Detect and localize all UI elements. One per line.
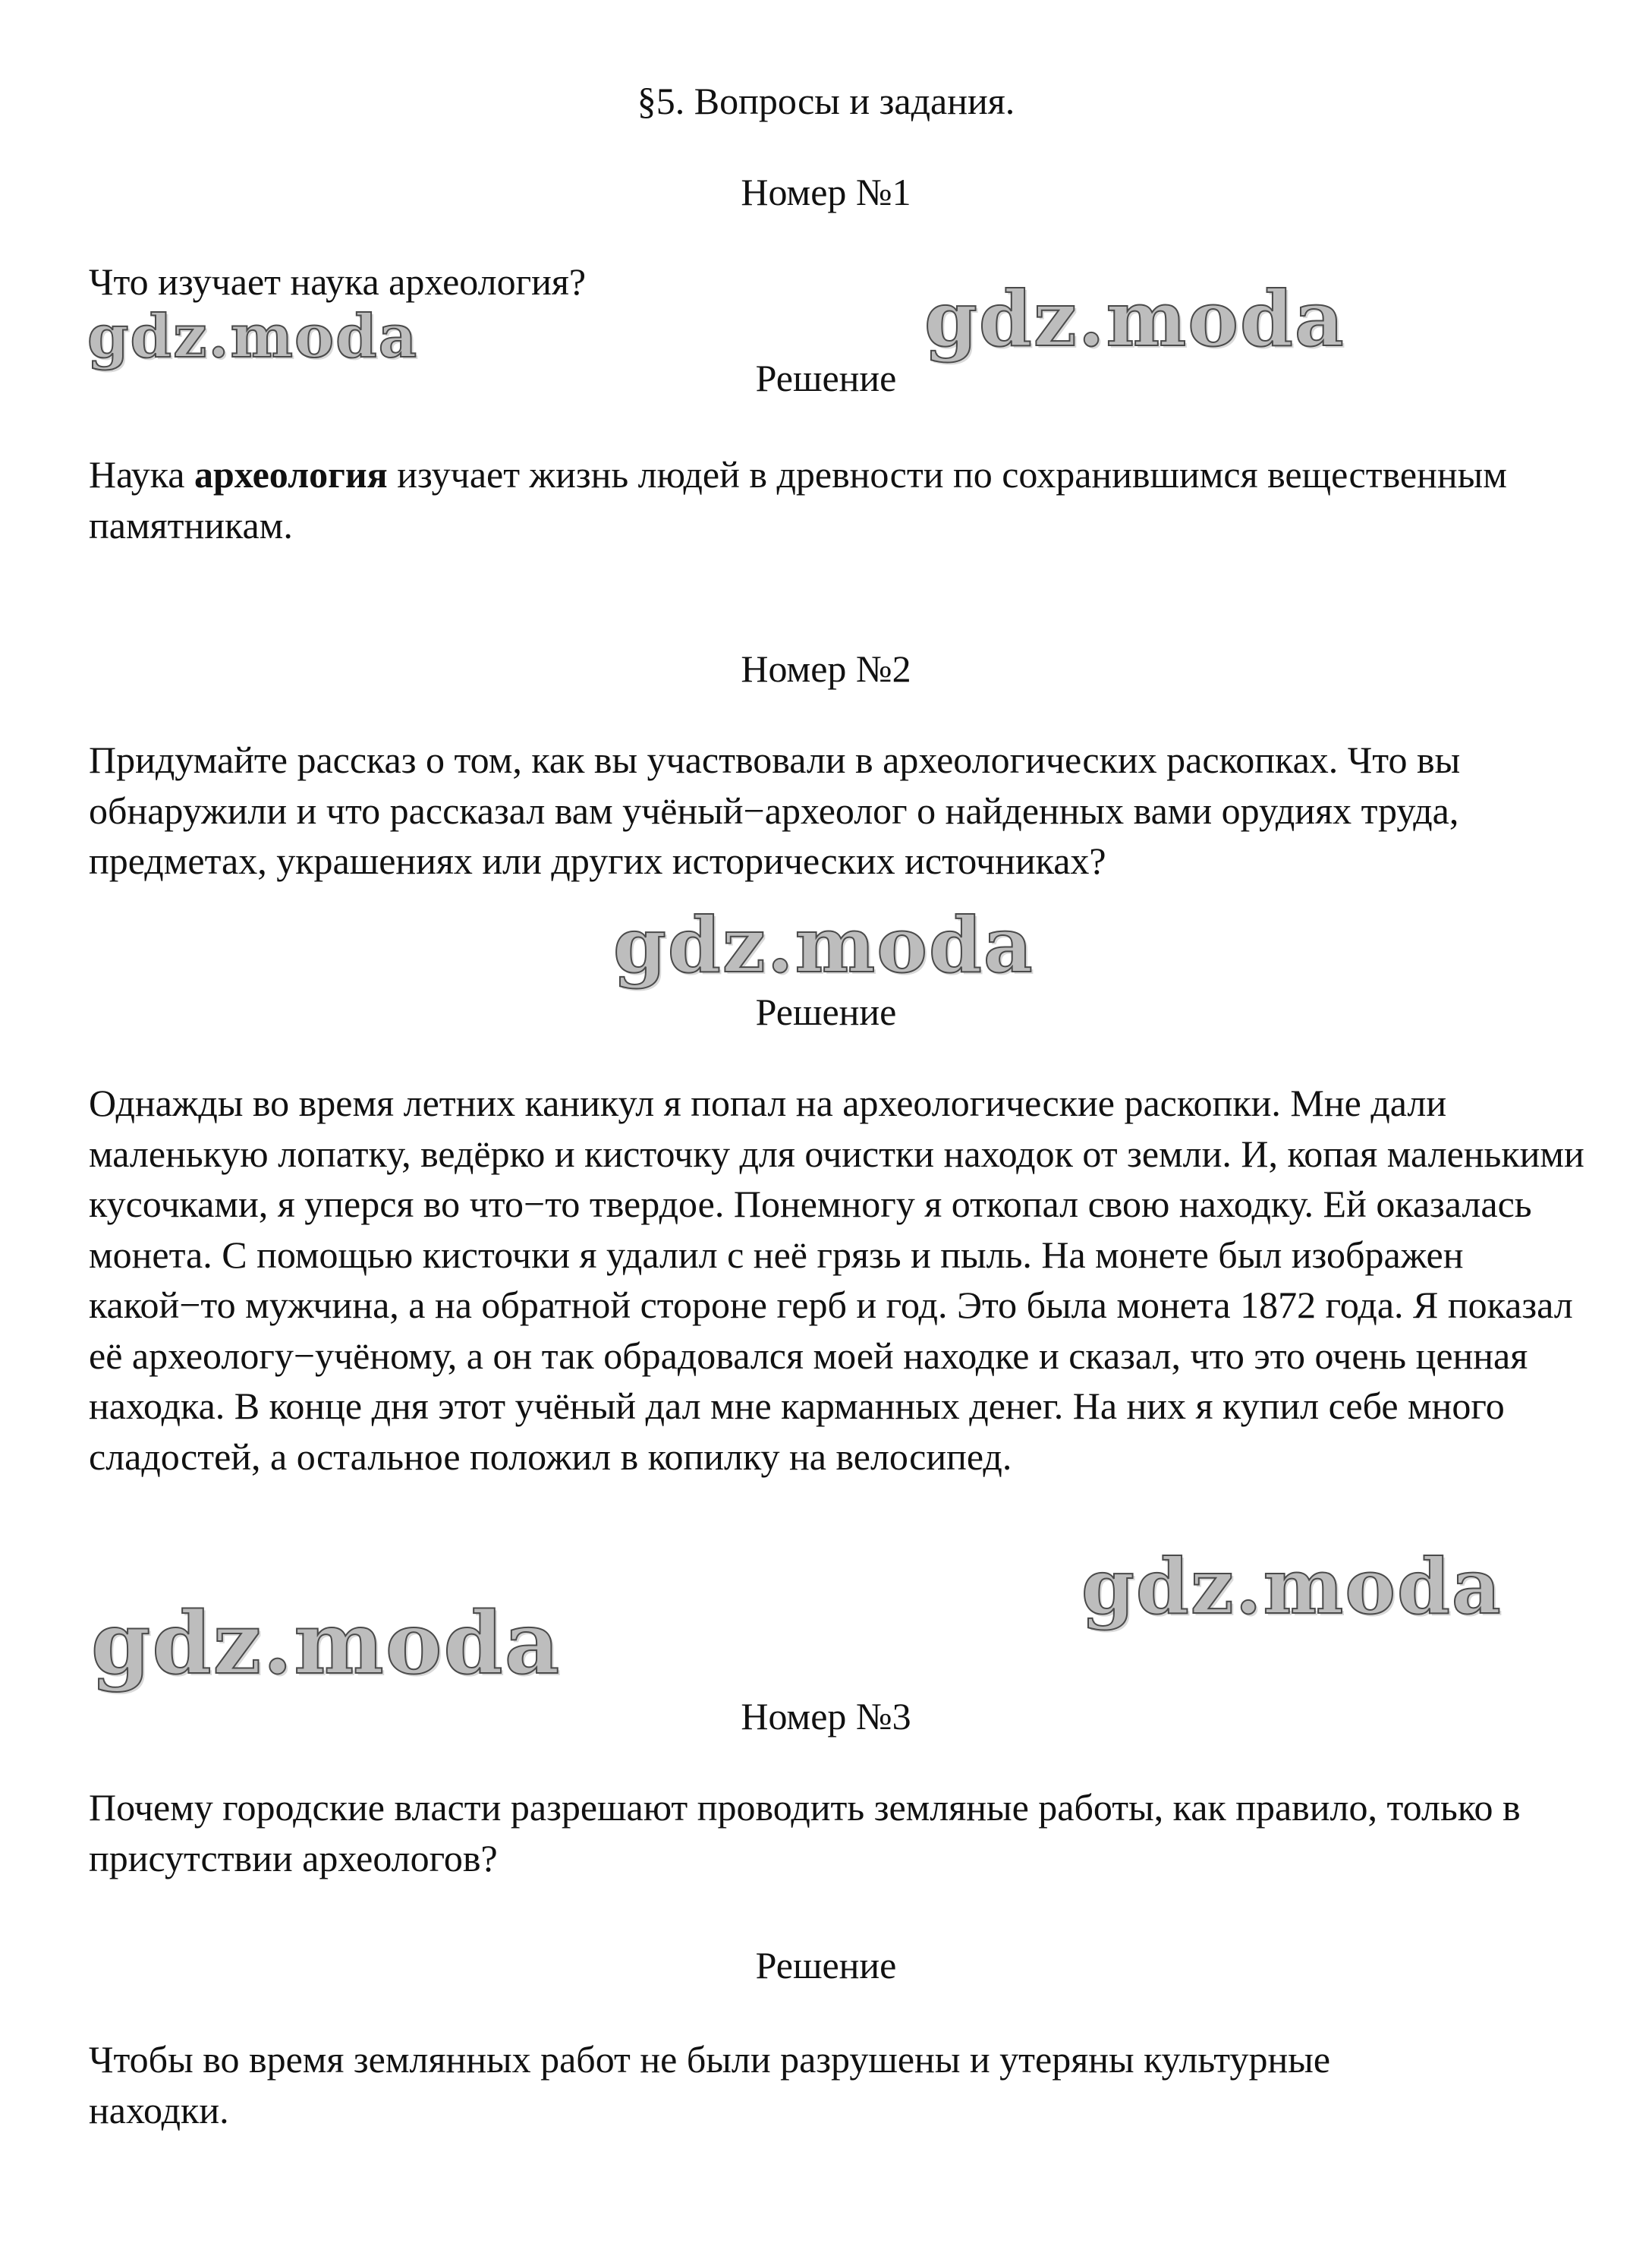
task-1-number: Номер №1 xyxy=(741,171,911,213)
task-1-question: Что изучает наука археология? xyxy=(89,260,587,303)
task-3-number: Номер №3 xyxy=(741,1695,911,1737)
task-1-solution-label: Решение xyxy=(755,357,897,399)
task-3-answer: Чтобы во время землянных работ не были разрушены и утеряны культурные находки. xyxy=(89,2038,1331,2131)
watermark: gdz.moda xyxy=(613,900,1034,990)
watermark: gdz.moda xyxy=(1081,1542,1503,1631)
task-2-number: Номер №2 xyxy=(741,647,911,690)
watermark: gdz.moda xyxy=(91,1594,562,1693)
task-2-solution-label: Решение xyxy=(755,991,897,1033)
task-1-answer-start: Наука xyxy=(89,453,194,496)
task-1-answer xyxy=(89,449,1553,550)
watermark: gdz.moda xyxy=(87,302,419,371)
watermark: gdz.moda xyxy=(924,274,1345,364)
task-2-question: Придумайте рассказ о том, как вы участвовали в археологических раскопках. Что вы обнаружили и что рассказал вам учёный−археолог о найденных вами орудиях труда, предметах, украшениях или других исторических источниках? xyxy=(89,739,1461,882)
task-3-solution-label: Решение xyxy=(755,1944,897,1986)
task-2-answer: Однажды во время летних каникул я попал на археологические раскопки. Мне дали маленькую лопатку, ведёрко и кисточку для очистки находок от земли. И, копая маленькими кусочками, я уперся во что−то твердое. Понемногу я откопал свою находку. Ей оказалась монета. С помощью кисточки я удалил с неё грязь и пыль. На монете был изображен какой−то мужчина, а на обратной стороне герб и год. Это была монета 1872 года. Я показал её археологу−учёному, а он так обрадовался моей находке и сказал, что это очень ценная находка. В конце дня этот учёный дал мне карманных денег. На них я купил себе много сладостей, а остальное положил в копилку на велосипед. xyxy=(89,1082,1584,1478)
section-title: §5. Вопросы и задания. xyxy=(637,80,1015,122)
task-3-question: Почему городские власти разрешают проводить земляные работы, как правило, только в присутствии археологов? xyxy=(89,1786,1521,1879)
task-1-answer-term: археология xyxy=(194,453,388,496)
task-1-answer-end: изучает жизнь людей в древности по сохранившимся вещественным памятникам. xyxy=(89,453,1507,547)
